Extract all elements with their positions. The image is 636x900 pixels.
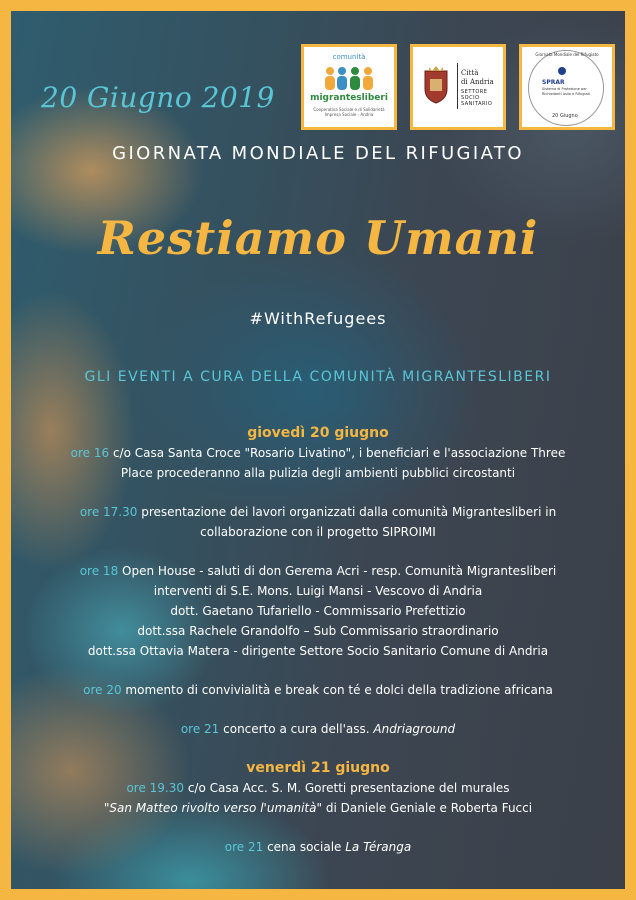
event-time: ore 17.30 xyxy=(79,505,138,519)
logo-andria-city-2: di Andria xyxy=(461,78,494,86)
event-5 xyxy=(33,719,603,739)
event-text: dott. Gaetano Tufariello - Commissario Prefettizio xyxy=(170,604,466,618)
crest-icon xyxy=(421,65,451,105)
event-text: dott.ssa Ottavia Matera - dirigente Settore Socio Sanitario Comune di Andria xyxy=(87,644,549,658)
event-6 xyxy=(33,778,603,818)
main-title: Restiamo Umani xyxy=(97,211,539,265)
logo-divider xyxy=(457,63,458,109)
program xyxy=(33,423,603,857)
day-heading-2: venerdì 21 giugno xyxy=(246,760,390,776)
event-italic: Andriaground xyxy=(373,722,456,736)
events-heading: GLI EVENTI A CURA DELLA COMUNITÀ MIGRANTESLIBERI xyxy=(84,369,552,385)
event-text: momento di convivialità e break con té e dolci della tradizione africana xyxy=(121,683,553,697)
logo-comunita-sub: Cooperativa Sociale e di Solidarietà Impresa Sociale - Andria xyxy=(313,107,385,117)
logo-andria-sector xyxy=(461,89,503,107)
event-text: presentazione dei lavori organizzati dalla comunità Migrantesliberi in xyxy=(137,505,557,519)
event-text: Place procederanno alla pulizia degli ambienti pubblici circostanti xyxy=(120,466,516,480)
logo-comunita-migrantesliberi xyxy=(301,44,397,130)
logo-comunita-top: comunità xyxy=(332,53,366,61)
logo-comunita-name: migrantesliberi xyxy=(310,93,388,103)
event-time: ore 16 xyxy=(70,446,110,460)
event-time: ore 21 xyxy=(224,840,264,854)
logo-andria-sector-1: SETTORE xyxy=(461,89,488,95)
event-date: 20 Giugno 2019 xyxy=(41,81,275,114)
event-text: dott.ssa Rachele Grandolfo – Sub Commissario straordinario xyxy=(137,624,499,638)
event-italic: La Téranga xyxy=(345,840,412,854)
event-text: c/o Casa Acc. S. M. Goretti presentazione del murales xyxy=(184,781,510,795)
event-1 xyxy=(33,443,603,483)
event-text: interventi di S.E. Mons. Luigi Mansi - Vescovo di Andria xyxy=(153,584,483,598)
logo-andria-city xyxy=(461,69,494,87)
logo-sprar-arc: Giornata Mondiale del Rifugiato xyxy=(535,52,599,57)
logo-sprar xyxy=(519,44,615,130)
event-text: di Daniele Geniale e Roberta Fucci xyxy=(322,801,533,815)
event-time: ore 19.30 xyxy=(126,781,185,795)
event-text: c/o Casa Santa Croce "Rosario Livatino", i beneficiari e l'associazione Three xyxy=(109,446,566,460)
logo-citta-di-andria xyxy=(410,44,506,130)
event-2 xyxy=(33,502,603,542)
globe-icon xyxy=(558,67,566,75)
event-time: ore 20 xyxy=(83,683,122,697)
event-text: cena sociale xyxy=(263,840,346,854)
day-heading-1: giovedì 20 giugno xyxy=(247,425,389,441)
partner-logos xyxy=(301,44,615,130)
logo-sprar-name: SPRAR xyxy=(542,79,565,86)
event-4 xyxy=(33,680,603,700)
hashtag: #WithRefugees xyxy=(249,309,387,328)
logo-sprar-date: 20 Giugno xyxy=(552,113,578,119)
event-text: collaborazione con il progetto SIPROIMI xyxy=(200,525,436,539)
logo-andria-sector-2: SOCIO SANITARIO xyxy=(461,95,493,107)
logo-sprar-desc: Sistema di Protezione per Richiedenti Asilo e Rifugiati xyxy=(542,87,590,96)
people-icon xyxy=(322,65,378,91)
event-text: concerto a cura dell'ass. xyxy=(219,722,374,736)
event-time: ore 18 xyxy=(79,564,119,578)
event-italic: "San Matteo rivolto verso l'umanità" xyxy=(103,801,323,815)
subtitle: GIORNATA MONDIALE DEL RIFUGIATO xyxy=(112,143,524,164)
event-3 xyxy=(33,561,603,661)
event-time: ore 21 xyxy=(180,722,220,736)
event-7 xyxy=(33,837,603,857)
event-text: Open House - saluti di don Gerema Acri - resp. Comunità Migrantesliberi xyxy=(118,564,557,578)
logo-andria-city-1: Città xyxy=(461,69,479,77)
